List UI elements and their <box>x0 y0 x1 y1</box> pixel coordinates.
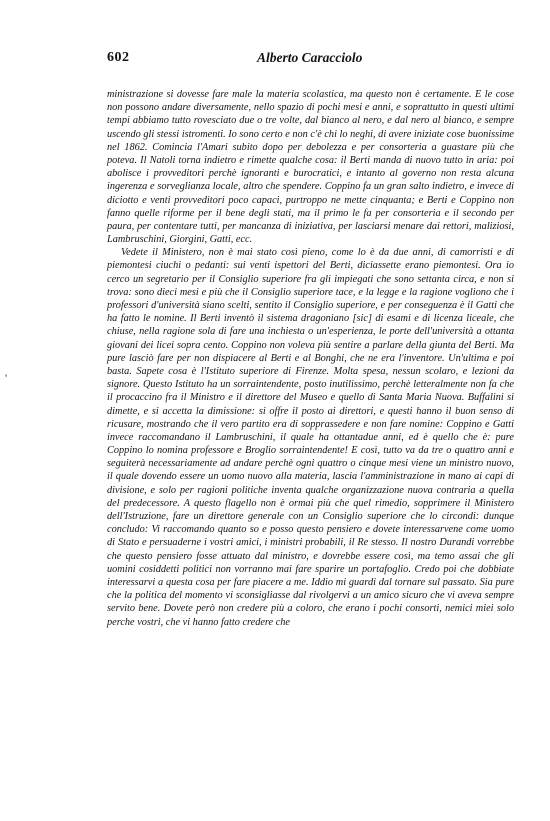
page-header <box>107 50 513 70</box>
body-text <box>107 88 514 629</box>
margin-mark: ' <box>5 371 8 385</box>
paragraph-2: Vedete il Ministero, non è mai stato così pieno, come lo è da due anni, di camorristi e di piemontesi ciuchi o pedanti: sui venti ispettori del Berti, diciassette erano piemontesi. Ora io cerco un segretario per il Consiglio superiore fra gli impiegati che sono settanta circa, e non si trova: sono dieci mesi e più che il Consiglio superiore tace, e la legge e la ragione vogliono che i professori d'università siano scelti, sentito il Consiglio superiore, e per conseguenza è il Gatti che ha fatto le nomine. Il Berti inventò il sistema dragoniano [sic] di esami e di licenza liceale, che chiuse, nella ragione sola di fare una inchiesta o un'esperienza, le porte dell'università a ottanta giovani dei licei sopra cento. Coppino non voleva più sentire a parlare della giunta del Berti. Ma pure lasciò fare per non dispiacere al Berti e al Bonghi, che ne era l'inventore. Un'ultima e poi basta. Sapete cosa è l'Istituto superiore di Firenze. Molta spesa, nessun scolaro, e lezioni da signore. Questo Istituto ha un sorraintendente, posto inutilissimo, perchè letteralmente non fa che il procaccino fra il Ministro e il direttore del Museo e quello di Santa Maria Nuova. Buffalini si dimette, e si accetta la dimissione: si offre il posto ai direttori, e questi hanno il buon senso di ricusare, mostrando che il vero partito era di sopprassedere e non fare nomine: Coppino e Gatti invece raccomandano il Lambruschini, il quale ha ottantadue anni, ed è quello che è: pure Coppino lo nomina professore e Broglio sorraintendente! E così, tutto va da tre o quattro anni e seguiterà necessariamente ad andare perchè ogni quattro o cinque mesi viene un ministro nuovo, il quale dovendo essere un uomo nuovo alla materia, lascia l'amministrazione in mano ai capi di divisione, e solo per ragioni politiche inventa qualche organizzazione nuova contraria a quella del predecessore. A questo flagello non è ormai più che quel rimedio, sopprimere il Ministero dell'Istruzione, fare un direttore generale con un Consiglio superiore che lo circondi: dunque concludo: Vi raccomando quanto so e posso questo pensiero e dovete interessarvene come uomo di Stato e persuaderne i vostri amici, i ministri probabili, il Re stesso. Il nostro Durandi vorrebbe che questo pensiero fosse attuato dal ministro, e dovrebbe essere così, ma temo assai che gli uomini cosiddetti politici non vorranno mai fare sparire un portafoglio. Credo poi che dobbiate interessarvi a questa cosa per fare piacere a me. Iddio mi guardi dal tornare sul passato. Sia pure che la politica del momento vi sconsigliasse dal rivolgervi a un amico sicuro che vi aveva sempre servito bene. Dovete però non credere più a coloro, che erano i pochi consorti, nemici miei solo perche vostri, che vi hanno fatto credere che <box>107 247 514 628</box>
page-number: 602 <box>107 50 130 65</box>
paragraph-1: ministrazione si dovesse fare male la materia scolastica, ma questo non è certamente. E le cose non possono andare diversamente, nello spazio di pochi mesi e anni, e soprattutto in questi ultimi tempi abbiamo tutto rovesciato due o tre volte, dal bianco al nero, e dal nero al bianco, e sempre uscendo gli stessi istromenti. Io sono certo e non c'è chi lo neghi, di avere iniziate cose buonissime nel 1862. Comincia l'Amari subito dopo per debolezza e per consorteria a guastare più che poteva. Il Natoli torna indietro e rimette qualche cosa: il Berti manda di nuovo tutto in aria: poi abolisce i provveditori perchè ignoranti e burocratici, e intanto al governo non resta alcuna ingerenza e sorveglianza locale, altro che spendere. Coppino fa un gran salto indietro, e invece di diciotto e venti provveditori poco capaci, purtroppo ne mette cinquanta; e Berti e Coppino non fanno quelle riforme per il bene degli stati, ma il primo le fa per consorteria e il secondo per paura, per contentare tutti, per mancanza di iniziativa, per lasciarsi menare dai rettori, maliziosi, Lambruschini, Giorgini, Gatti, ecc. <box>107 89 514 246</box>
running-head: Alberto Caracciolo <box>257 50 363 65</box>
